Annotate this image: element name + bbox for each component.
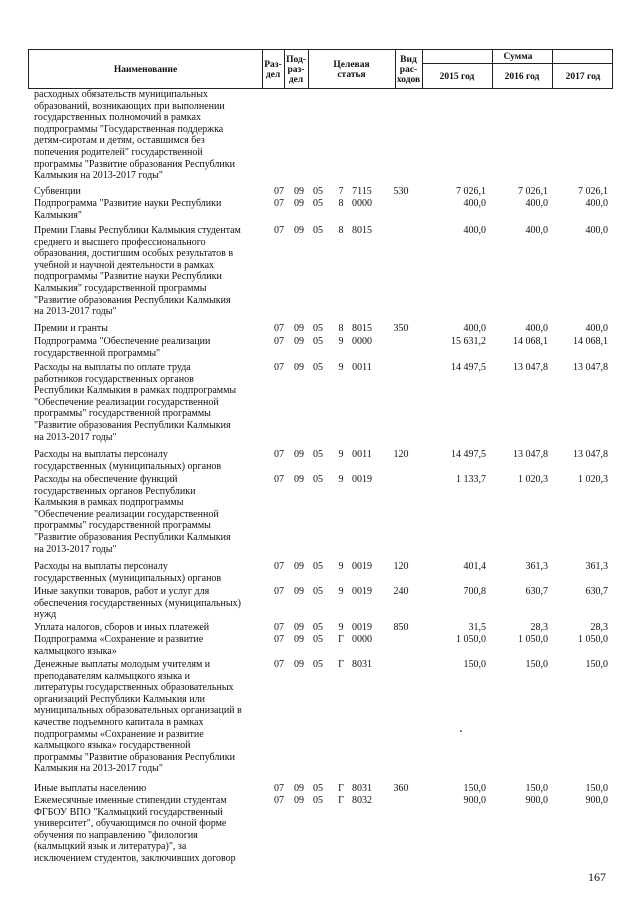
row-ts2: 9 [338,622,344,633]
row-ts2: Г [338,783,344,794]
row-razdel: 07 [274,186,284,197]
row-ts3: 0000 [352,198,372,209]
row-2016: 1 020,3 [518,474,548,485]
row-2017: 900,0 [585,795,608,806]
row-2017: 400,0 [585,225,608,236]
row-ts1: 05 [313,362,323,373]
row-vid: 850 [393,622,409,633]
row-name: Премии Главы Республики Калмыкия студентам среднего и высшего профессионального образования, достигшим особых результатов в учебной и научной деятельности в рамках подпрограммы "Развитие науки Республики Калмыкия" государственной программы "Развитие образования Республики Калмыкия на 2013-2017 годы" [34,225,241,318]
row-2016: 400,0 [525,198,548,209]
header-podrazdel: Под- раз- дел [286,55,306,85]
row-podrazdel: 09 [294,474,304,485]
row-podrazdel: 09 [294,783,304,794]
row-2015: 31,5 [468,622,486,633]
row-ts2: 7 [338,186,344,197]
row-2017: 28,3 [590,622,608,633]
row-ts1: 05 [313,198,323,209]
row-vid: 350 [393,323,409,334]
row-ts2: Г [338,659,344,670]
row-podrazdel: 09 [294,561,304,572]
row-name: Подпрограмма "Обеспечение реализации государственной программы" [34,336,211,359]
row-ts2: Г [338,634,344,645]
row-ts2: 8 [338,225,344,236]
row-ts1: 05 [313,622,323,633]
row-razdel: 07 [274,634,284,645]
row-ts1: 05 [313,323,323,334]
row-vid: 530 [393,186,409,197]
row-name: расходных обязательств муниципальных образований, возникающих при выполнении государственных полномочий в рамках подпрограммы "Государственная поддержка детям-сиротам и детям, оставшимся без попечения родителей" государственной программы "Развитие образования Республики Калмыкия на 2013-2017 годы" [34,89,235,182]
row-2017: 1 020,3 [578,474,608,485]
row-2016: 361,3 [525,561,548,572]
row-ts1: 05 [313,561,323,572]
row-razdel: 07 [274,323,284,334]
row-2016: 900,0 [525,795,548,806]
row-2016: 150,0 [525,659,548,670]
row-2015: 400,0 [463,198,486,209]
row-ts2: 8 [338,323,344,334]
row-2016: 28,3 [530,622,548,633]
row-2015: 700,8 [463,586,486,597]
row-ts1: 05 [313,634,323,645]
row-ts3: 0019 [352,622,372,633]
page-number: 167 [588,870,606,884]
table-header [28,49,613,89]
row-2015: 7 026,1 [456,186,486,197]
row-razdel: 07 [274,198,284,209]
row-2017: 400,0 [585,323,608,334]
header-razdel: Раз- дел [264,60,282,80]
row-razdel: 07 [274,449,284,460]
row-podrazdel: 09 [294,795,304,806]
row-2016: 630,7 [525,586,548,597]
header-2016: 2016 год [504,71,540,82]
row-podrazdel: 09 [294,186,304,197]
row-ts2: 9 [338,362,344,373]
row-2016: 14 068,1 [513,336,548,347]
row-podrazdel: 09 [294,622,304,633]
row-podrazdel: 09 [294,449,304,460]
row-ts1: 05 [313,783,323,794]
row-razdel: 07 [274,659,284,670]
row-2015: 15 631,2 [451,336,486,347]
row-ts3: 0011 [352,449,372,460]
row-podrazdel: 09 [294,323,304,334]
row-ts1: 05 [313,474,323,485]
row-ts2: 9 [338,336,344,347]
row-2015: 150,0 [463,783,486,794]
row-2017: 150,0 [585,659,608,670]
row-name: Ежемесячные именные стипендии студентам ФГБОУ ВПО "Калмыцкий государственный университет", обучающимся по очной форме обучения по направлению "филология (калмыцкий язык и литература)", за исключением студентов, заключивших договор [34,795,236,864]
header-target: Целевая статья [333,60,370,80]
row-2015: 14 497,5 [451,449,486,460]
row-ts2: 9 [338,449,344,460]
row-podrazdel: 09 [294,586,304,597]
header-sum: Сумма [503,51,533,62]
row-2015: 14 497,5 [451,362,486,373]
row-ts3: 0019 [352,474,372,485]
row-2016: 400,0 [525,323,548,334]
row-name: Расходы на выплаты персоналу государственных (муниципальных) органов [34,449,222,472]
row-ts2: 9 [338,561,344,572]
row-ts1: 05 [313,336,323,347]
row-ts3: 0019 [352,561,372,572]
row-2017: 630,7 [585,586,608,597]
row-podrazdel: 09 [294,659,304,670]
header-vid: Вид рас- ходов [396,55,421,85]
row-name: Подпрограмма "Развитие науки Республики Калмыкия" [34,198,222,221]
row-name: Расходы на выплаты персоналу государственных (муниципальных) органов [34,561,222,584]
row-razdel: 07 [274,225,284,236]
row-ts3: 7115 [352,186,372,197]
row-name: Иные выплаты населению [34,783,147,794]
row-2016: 7 026,1 [518,186,548,197]
row-razdel: 07 [274,622,284,633]
row-razdel: 07 [274,474,284,485]
row-ts1: 05 [313,449,323,460]
row-2015: 401,4 [463,561,486,572]
row-ts1: 05 [313,186,323,197]
scan-speck [460,730,462,732]
row-name: Уплата налогов, сборов и иных платежей [34,622,210,633]
row-2015: 400,0 [463,225,486,236]
row-2016: 13 047,8 [513,362,548,373]
row-2016: 13 047,8 [513,449,548,460]
row-name: Расходы на обеспечение функций государственных органов Республики Калмыкия в рамках подпрограммы "Обеспечение реализации государственной программы" государственной программы "Развитие образования Республики Калмыкия на 2013-2017 годы" [34,474,231,555]
row-name: Субвенции [34,186,81,197]
row-2017: 400,0 [585,198,608,209]
row-razdel: 07 [274,795,284,806]
row-vid: 360 [393,783,409,794]
row-podrazdel: 09 [294,634,304,645]
row-ts3: 0019 [352,586,372,597]
row-razdel: 07 [274,362,284,373]
row-ts2: 9 [338,474,344,485]
header-2015: 2015 год [439,71,475,82]
row-podrazdel: 09 [294,362,304,373]
row-ts3: 0000 [352,634,372,645]
row-ts3: 8032 [352,795,372,806]
row-ts1: 05 [313,659,323,670]
row-2016: 400,0 [525,225,548,236]
row-vid: 120 [393,561,409,572]
row-vid: 120 [393,449,409,460]
row-2017: 13 047,8 [573,362,608,373]
row-name: Подпрограмма «Сохранение и развитие калмыцкого языка» [34,634,204,657]
row-ts2: Г [338,795,344,806]
row-podrazdel: 09 [294,225,304,236]
row-podrazdel: 09 [294,198,304,209]
row-2015: 1 050,0 [456,634,486,645]
row-2017: 361,3 [585,561,608,572]
row-2017: 14 068,1 [573,336,608,347]
row-2016: 150,0 [525,783,548,794]
row-name: Премии и гранты [34,323,109,334]
row-razdel: 07 [274,586,284,597]
row-2017: 7 026,1 [578,186,608,197]
row-name: Денежные выплаты молодым учителям и преподавателям калмыцкого языка и литературы государственных образовательных организаций Республики Калмыкия или муниципальных образовательных организаций в качестве подъемного капитала в рамках подпрограммы «Сохранение и развитие калмыцкого языка» государственной программы "Развитие образования Республики Калмыкия на 2013-2017 годы" [34,659,242,775]
row-ts2: 9 [338,586,344,597]
row-ts2: 8 [338,198,344,209]
row-2015: 150,0 [463,659,486,670]
row-name: Расходы на выплаты по оплате труда работников государственных органов Республики Калмыкия в рамках подпрограммы "Обеспечение реализации государственной программы" государственной программы "Развитие образования Республики Калмыкия на 2013-2017 годы" [34,362,237,443]
row-2016: 1 050,0 [518,634,548,645]
row-2015: 1 133,7 [456,474,486,485]
row-vid: 240 [393,586,409,597]
row-razdel: 07 [274,783,284,794]
row-ts3: 8031 [352,659,372,670]
row-razdel: 07 [274,336,284,347]
row-name: Иные закупки товаров, работ и услуг для обеспечения государственных (муниципальных) нужд [34,586,241,621]
row-ts1: 05 [313,586,323,597]
row-ts3: 0000 [352,336,372,347]
row-2017: 1 050,0 [578,634,608,645]
header-name: Наименование [113,65,178,75]
row-ts3: 8015 [352,225,372,236]
row-2015: 400,0 [463,323,486,334]
row-ts1: 05 [313,225,323,236]
row-ts3: 8031 [352,783,372,794]
row-2017: 150,0 [585,783,608,794]
row-2017: 13 047,8 [573,449,608,460]
row-ts3: 8015 [352,323,372,334]
row-ts1: 05 [313,795,323,806]
header-2017: 2017 год [565,71,601,82]
row-ts3: 0011 [352,362,372,373]
row-razdel: 07 [274,561,284,572]
row-2015: 900,0 [463,795,486,806]
row-podrazdel: 09 [294,336,304,347]
